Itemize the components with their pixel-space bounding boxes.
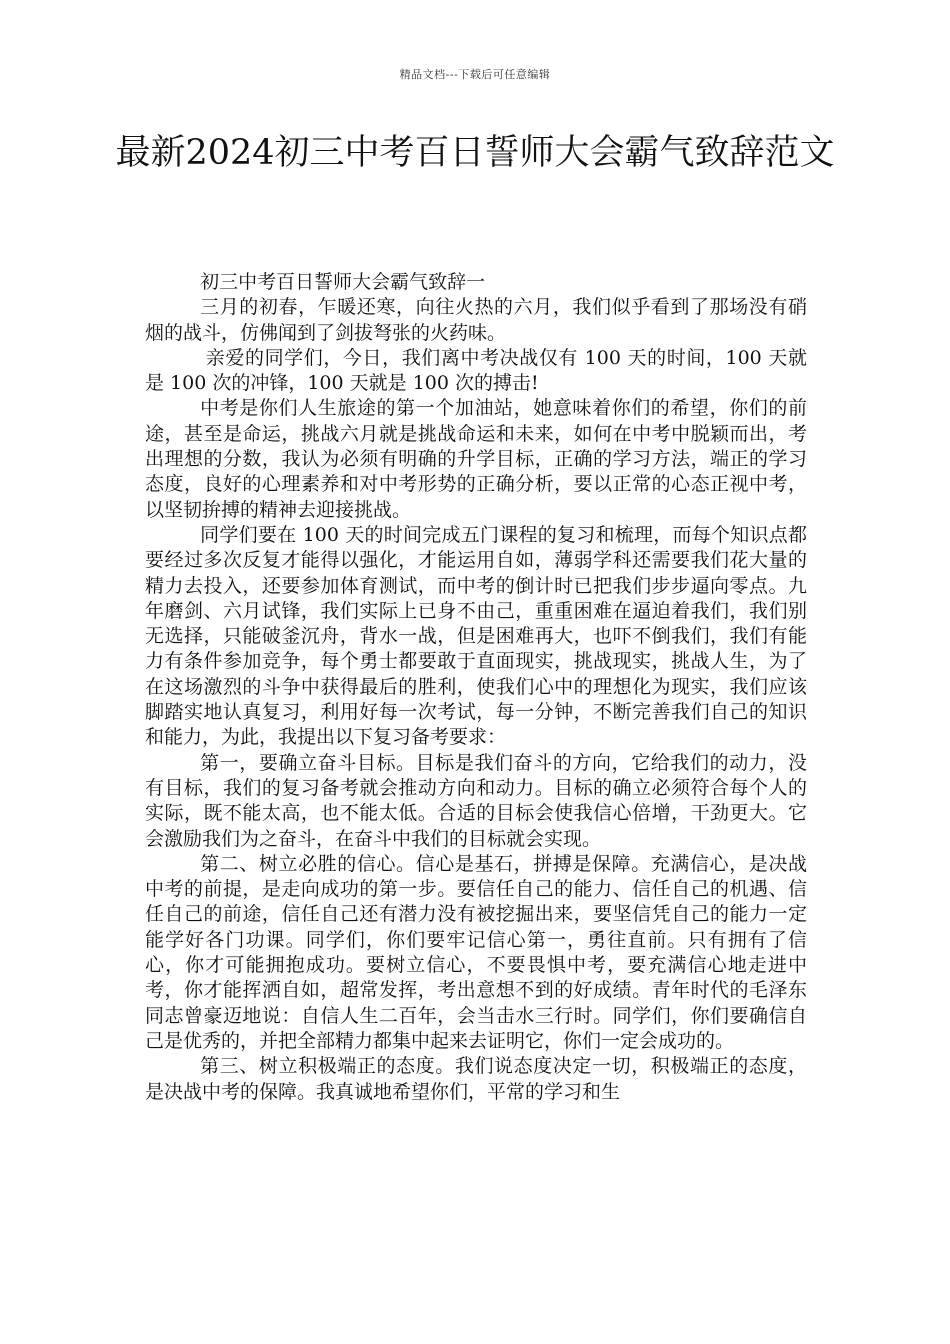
header-note: 精品文档---下载后可任意编辑	[399, 68, 551, 81]
body-paragraph: 第三、树立积极端正的态度。我们说态度决定一切，积极端正的态度，是决战中考的保障。我真诚地希望你们，平常的学习和生	[145, 1055, 807, 1103]
document-title: 最新2024初三中考百日誓师大会霸气致辞范文	[115, 133, 835, 173]
body-paragraph: 亲爱的同学们，今日，我们离中考决战仅有 100 天的时间，100 天就是 100 次的冲锋，100 天就是 100 次的搏击!	[145, 346, 807, 395]
body-paragraph: 第二、树立必胜的信心。信心是基石，拼搏是保障。充满信心，是决战中考的前提，是走向成功的第一步。要信任自己的能力、信任自己的机遇、信任自己的前途，信任自己还有潜力没有被挖掘出来，要坚信凭自己的能力一定能学好各门功课。同学们，你们要牢记信心第一，勇往直前。只有拥有了信心，你才可能拥抱成功。要树立信心，不要畏惧中考，要充满信心地走进中考，你才能挥洒自如，超常发挥，考出意想不到的好成绩。青年时代的毛泽东同志曾豪迈地说：自信人生二百年，会当击水三行时。同学们，你们要确信自己是优秀的，并把全部精力都集中起来去证明它，你们一定会成功的。	[145, 852, 807, 1052]
body-paragraph: 中考是你们人生旅途的第一个加油站，她意味着你们的希望，你们的前途，甚至是命运，挑战六月就是挑战命运和未来，如何在中考中脱颖而出，考出理想的分数，我认为必须有明确的升学目标，正确的学习方法，端正的学习态度，良好的心理素养和对中考形势的正确分析，要以正常的心态正视中考，以坚韧拚搏的精神去迎接挑战。	[145, 397, 807, 521]
body-paragraph: 三月的初春，乍暖还寒，向往火热的六月，我们似乎看到了那场没有硝烟的战斗，仿佛闻到了剑拔弩张的火药味。	[145, 296, 807, 344]
subtitle-paragraph: 初三中考百日誓师大会霸气致辞一	[200, 271, 486, 293]
document-body	[145, 270, 807, 1105]
body-paragraph: 同学们要在 100 天的时间完成五门课程的复习和梳理，而每个知识点都要经过多次反复才能得以强化，才能运用自如，薄弱学科还需要我们花大量的精力去投入，还要参加体育测试，而中考的倒计时已把我们步步逼向零点。九年磨剑、六月试锋，我们实际上已身不由己，重重困难在逼迫着我们，我们别无选择，只能破釜沉舟，背水一战，但是困难再大，也吓不倒我们，我们有能力有条件参加竞争，每个勇士都要敢于直面现实，挑战现实，挑战人生，为了在这场激烈的斗争中获得最后的胜利，使我们心中的理想化为现实，我们应该脚踏实地认真复习，利用好每一次考试，每一分钟，不断完善我们自己的知识和能力，为此，我提出以下复习备考要求：	[145, 523, 807, 749]
body-paragraph: 第一，要确立奋斗目标。目标是我们奋斗的方向，它给我们的动力，没有目标，我们的复习备考就会推动方向和动力。目标的确立必须符合每个人的实际，既不能太高，也不能太低。合适的目标会使我信心倍增，干劲更大。它会激励我们为之奋斗，在奋斗中我们的目标就会实现。	[145, 751, 807, 850]
